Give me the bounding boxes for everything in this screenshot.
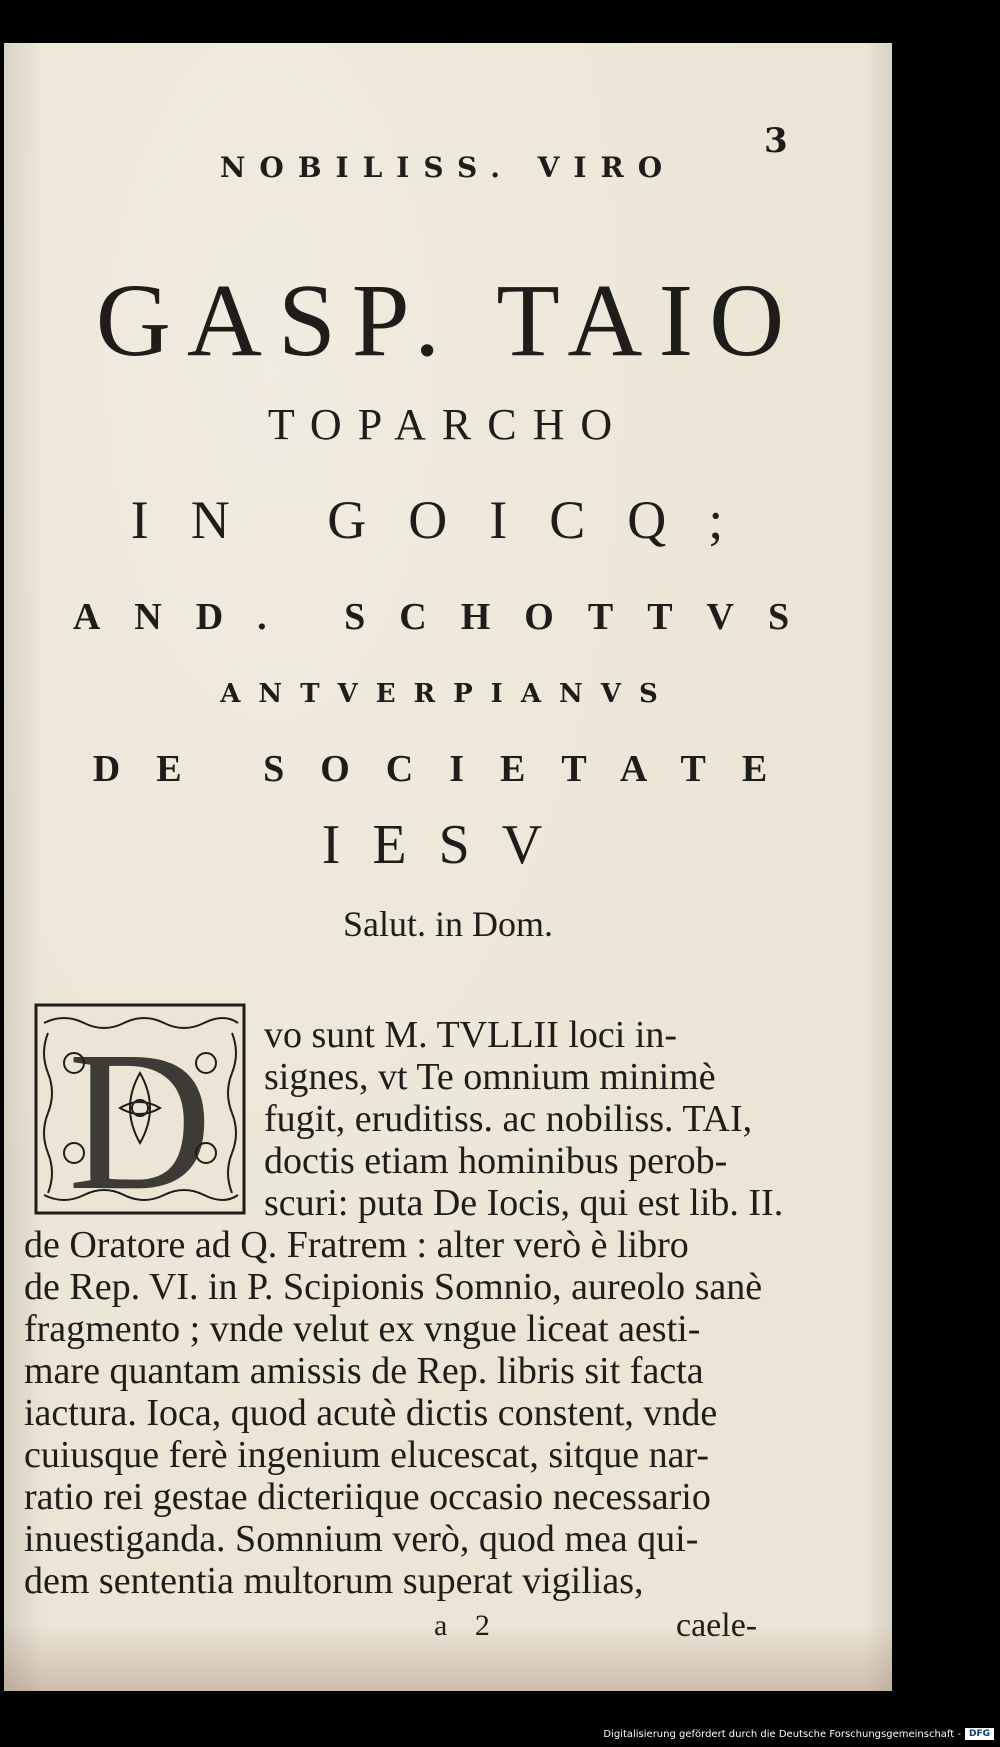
text-line-12: ratio rei gestae dicteriique occasio necessario <box>24 1476 711 1518</box>
text-line-2: signes, vt Te omnium minimè <box>264 1056 716 1098</box>
heading-title: TOPARCHO <box>267 400 629 449</box>
digitization-footer <box>603 1728 994 1740</box>
heading-iesu: IESV <box>321 814 575 876</box>
text-line-7: de Rep. VI. in P. Scipionis Somnio, aureolo sanè <box>24 1266 763 1308</box>
text-line-5: scuri: puta De Iocis, qui est lib. II. <box>264 1182 784 1224</box>
heading-name: GASP. TAIO <box>95 263 801 378</box>
heading-author: AND. SCHOTTVS <box>72 596 824 638</box>
signature-mark: a 2 <box>434 1609 500 1642</box>
text-line-8: fragmento ; vnde velut ex vngue liceat aesti- <box>24 1308 701 1350</box>
text-line-9: mare quantam amissis de Rep. libris sit facta <box>24 1350 704 1392</box>
book-page <box>4 43 892 1691</box>
catchword: caele- <box>676 1607 758 1644</box>
text-line-3: fugit, eruditiss. ac nobiliss. TAI, <box>264 1098 753 1140</box>
text-line-13: inuestiganda. Somnium verò, quod mea qui- <box>24 1518 699 1560</box>
initial-letter: D <box>67 1011 213 1215</box>
text-line-11: cuiusque ferè ingenium elucescat, sitque nar- <box>24 1434 710 1476</box>
footer-text: Digitalisierung gefördert durch die Deutsche Forschungsgemeinschaft - <box>603 1728 961 1740</box>
heading-place: IN GOICQ; <box>130 490 766 550</box>
text-line-14: dem sententia multorum superat vigilias, <box>24 1560 644 1602</box>
text-line-6: de Oratore ad Q. Fratrem : alter verò è libro <box>24 1224 689 1266</box>
heading-salutation: Salut. in Dom. <box>342 904 553 944</box>
dfg-logo-icon: DFG <box>965 1728 994 1740</box>
heading-society: DE SOCIETATE <box>92 748 804 790</box>
heading-origin: ANTVERPIANVS <box>220 679 676 709</box>
text-line-4: doctis etiam hominibus perob- <box>264 1140 728 1182</box>
text-line-1: vo sunt M. TVLLII loci in- <box>264 1014 678 1056</box>
decorated-initial-d <box>34 1003 246 1215</box>
text-line-10: iactura. Ioca, quod acutè dictis constent, vnde <box>24 1392 718 1434</box>
heading-dedication: NOBILISS. VIRO <box>219 151 677 184</box>
folio-mark: 3 <box>764 121 788 161</box>
